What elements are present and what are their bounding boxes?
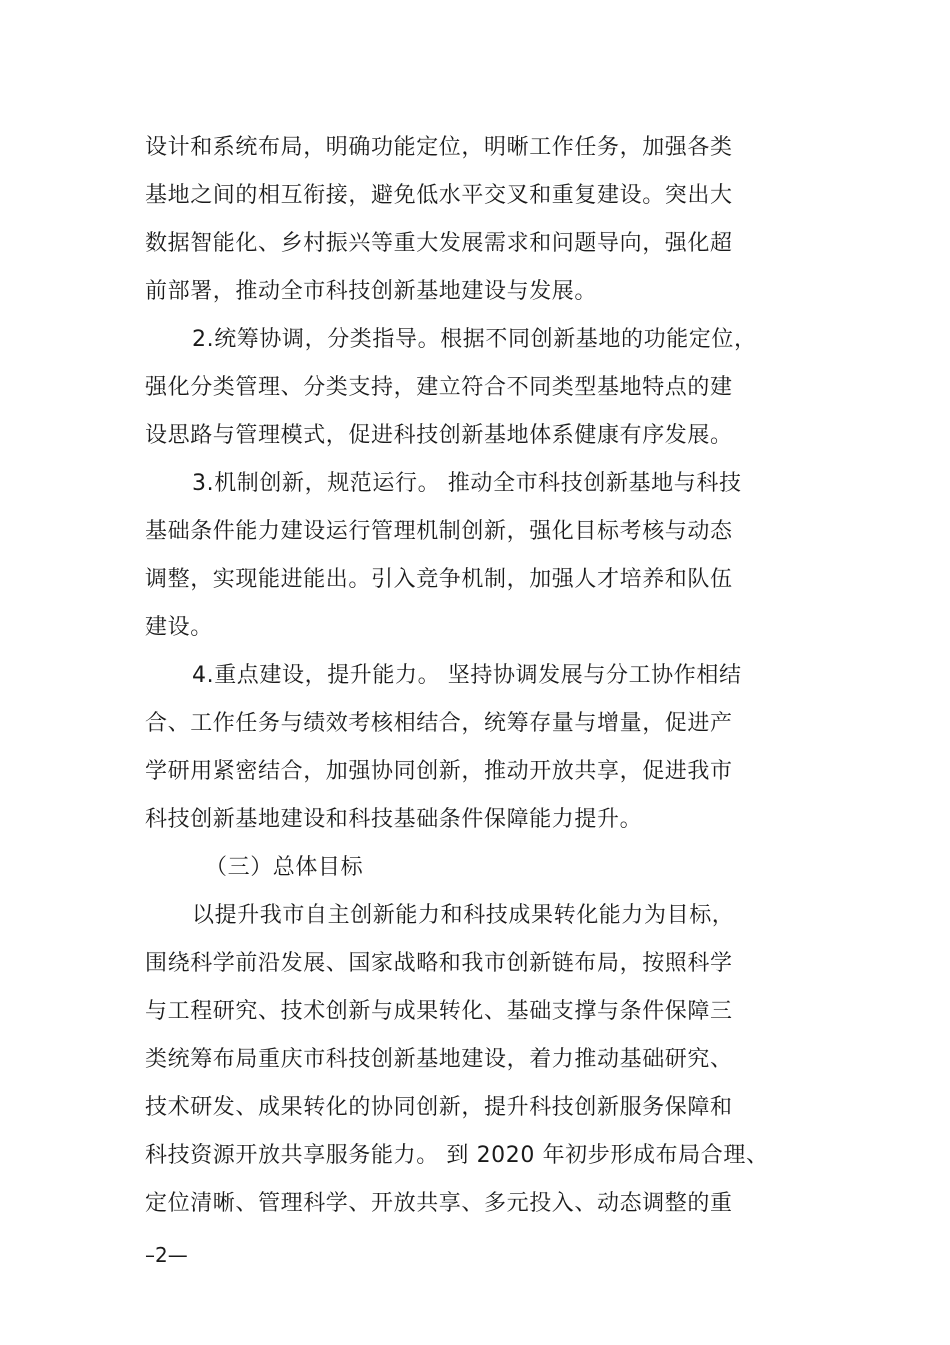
text-line: 设思路与管理模式，促进科技创新基地体系健康有序发展。 bbox=[145, 423, 733, 448]
text-line: 以提升我市自主创新能力和科技成果转化能力为目标， bbox=[192, 903, 735, 928]
text-line: 科技资源开放共享服务能力。 到 2020 年初步形成布局合理、 bbox=[145, 1143, 769, 1168]
page-number: –2— bbox=[145, 1243, 188, 1267]
text-line: 类统筹布局重庆市科技创新基地建设，着力推动基础研究、 bbox=[145, 1047, 733, 1072]
text-line: 数据智能化、乡村振兴等重大发展需求和问题导向，强化超 bbox=[145, 231, 733, 256]
text-line: 技术研发、成果转化的协同创新，提升科技创新服务保障和 bbox=[145, 1095, 733, 1120]
text-line: 基地之间的相互衔接，避免低水平交叉和重复建设。突出大 bbox=[145, 183, 733, 208]
text-line: 合、工作任务与绩效考核相结合，统筹存量与增量，促进产 bbox=[145, 711, 733, 736]
text-line: 强化分类管理、分类支持，建立符合不同类型基地特点的建 bbox=[145, 375, 733, 400]
text-line: 前部署，推动全市科技创新基地建设与发展。 bbox=[145, 279, 598, 304]
text-line: 学研用紧密结合，加强协同创新，推动开放共享，促进我市 bbox=[145, 759, 733, 784]
text-line: 建设。 bbox=[145, 615, 213, 640]
text-line: 3.机制创新，规范运行。 推动全市科技创新基地与科技 bbox=[192, 471, 742, 496]
text-line: 2.统筹协调，分类指导。根据不同创新基地的功能定位， bbox=[192, 327, 757, 352]
section-heading: （三）总体目标 bbox=[205, 855, 364, 880]
text-line: 科技创新基地建设和科技基础条件保障能力提升。 bbox=[145, 807, 643, 832]
text-line: 调整，实现能进能出。引入竞争机制，加强人才培养和队伍 bbox=[145, 567, 733, 592]
text-line: 围绕科学前沿发展、国家战略和我市创新链布局，按照科学 bbox=[145, 951, 733, 976]
text-line: 定位清晰、管理科学、开放共享、多元投入、动态调整的重 bbox=[145, 1191, 733, 1216]
text-line: 4.重点建设，提升能力。 坚持协调发展与分工协作相结 bbox=[192, 663, 742, 688]
text-line: 与工程研究、技术创新与成果转化、基础支撑与条件保障三 bbox=[145, 999, 733, 1024]
text-line: 设计和系统布局，明确功能定位，明晰工作任务，加强各类 bbox=[145, 135, 733, 160]
text-line: 基础条件能力建设运行管理机制创新，强化目标考核与动态 bbox=[145, 519, 733, 544]
